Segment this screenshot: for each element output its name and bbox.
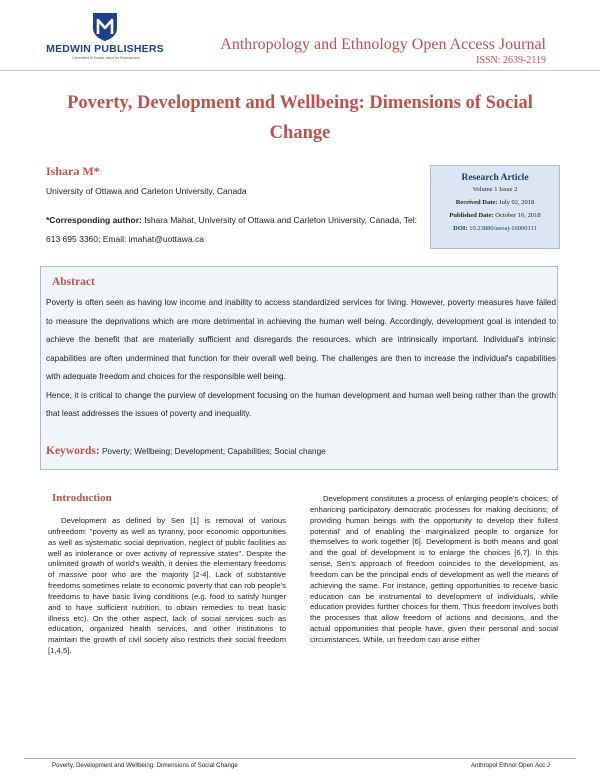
- keywords: [46, 445, 556, 457]
- doi-label: DOI:: [453, 225, 468, 232]
- publisher-tagline: Committed to Create Value for Researchers: [72, 56, 140, 60]
- abstract-paragraph-1: Poverty is often seen as having low income and inability to access standardized services for living. However, poverty measures have failed to measure the deprivations which are more detrimental in achieving the human well being. Accordingly, development goal is intended to achieve the benefit that are materially sufficient and disregards the resources, which are intrinsically important. Individual's intrinsic capabilities are often undermined that function for their overall well being. The challenges are then to increase the individual's capabilities with adequate freedom and choices for the responsible well being.: [46, 298, 556, 381]
- keywords-label: Keywords:: [46, 445, 100, 457]
- header-divider: [0, 70, 600, 71]
- doi-value[interactable]: 10.23880/aeoaj-16000111: [467, 225, 537, 232]
- published-label: Published Date:: [449, 212, 494, 219]
- introduction-heading: Introduction: [52, 492, 112, 504]
- body-column-right: [310, 494, 558, 646]
- published-date: [431, 209, 559, 222]
- footer-journal: Anthropol Ethnol Open Acc J: [470, 762, 550, 769]
- keywords-list: Poverty; Wellbeing; Development; Capabilities; Social change: [99, 447, 326, 456]
- author-name: Ishara M*: [46, 164, 100, 178]
- received-date: [431, 196, 559, 209]
- received-value: July 02, 2018: [497, 199, 535, 206]
- journal-name: Anthropology and Ethnology Open Access Journal: [220, 36, 546, 53]
- corresponding-author: [46, 211, 426, 249]
- intro-paragraph-2: Development constitutes a process of enlarging people's choices; of enhancing participatory democratic processes for making decisions; of providing human beings with the opportunity to develop their fullest potential' and of enabling the marginalized people to organize for themselves to work together [6]. Development is both means and goal and the goal of development is to enlarge the choices [6,7]. In this sense, Sen's approach of freedom coincides to the development, as freedom can be the principal ends of development as well the means of achieving the same. For instance, getting opportunities to receive basic education can be instrumental to development of individuals, while education provides further choices for them. Thus freedom involves both the processes that allow freedom of actions and decisions, and the actual opportunities that people have, given their personal and social circumstances. While, un freedom can arise either: [310, 494, 558, 644]
- volume-issue: Volume 1 Issue 2: [472, 186, 518, 193]
- corresponding-label: *Corresponding author:: [46, 215, 142, 225]
- body-column-left: [48, 516, 286, 657]
- publisher-logo-icon: [92, 12, 118, 42]
- corresponding-text: Ishara Mahat, University of Ottawa and Carleton University, Canada, Tel: 613 695 3360; Email: imahat@uottawa.ca: [46, 215, 417, 244]
- publisher-name: MEDWIN PUBLISHERS: [46, 43, 164, 55]
- intro-paragraph-1: Development as defined by Sen [1] is removal of various unfreedom: "poverty as well as tyranny, poor economic opportunities as well as systematic social deprivation, neglect of public facilities as well as intolerance or over activity of repressive states". Despite the unlimited growth of world's wealth, it denies the elementary freedoms of massive poor who are the majority [2-4]. Lack of substantive freedoms sometimes relate to economic poverty that can rob people's freedoms to have basic living conditions (e.g. food to satisfy hunger and to have sufficient nutrition, to obtain remedies to treat basic illness etc). On the other aspect, lack of social services such as education, organized health services, and other institutions to maintain the growth of civil society also restricts their social freedom [1,4,5].: [48, 516, 286, 656]
- author-affiliation: University of Ottawa and Carleton University, Canada: [46, 186, 247, 196]
- paper-title: Poverty, Development and Wellbeing: Dimensions of Social Change: [67, 93, 533, 143]
- doi[interactable]: [431, 222, 559, 235]
- received-label: Received Date:: [455, 199, 498, 206]
- footer-divider: [24, 758, 576, 759]
- abstract-heading: Abstract: [52, 276, 95, 288]
- footer-title: Poverty, Development and Wellbeing: Dimensions of Social Change: [52, 762, 238, 769]
- abstract-text: [46, 294, 556, 424]
- article-info-box: [430, 165, 560, 249]
- published-value: October 16, 2018: [493, 212, 541, 219]
- abstract-paragraph-2: Hence, it is critical to change the purview of development focusing on the human development and human well being rather than the growth that least addresses the issues of poverty and inequality.: [46, 390, 556, 418]
- article-type: Research Article: [461, 173, 529, 183]
- issn: ISSN: 2639-2119: [476, 55, 546, 66]
